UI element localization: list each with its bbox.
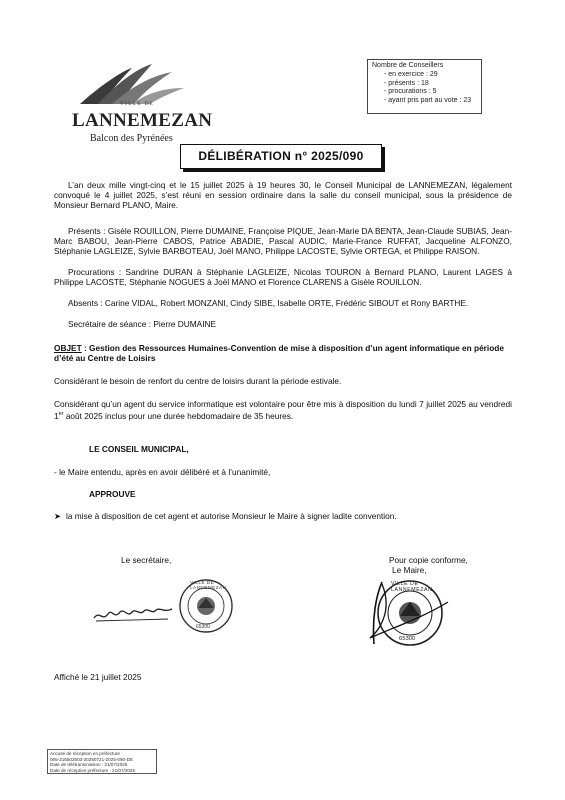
conseillers-count-box [367, 59, 482, 114]
considerant-1: Considérant le besoin de renfort du centre de loisirs durant la période estivale. [54, 376, 342, 386]
conseillers-procurations: - procurations : 5 [384, 88, 437, 96]
presents-paragraph: Présents : Gisèle ROUILLON, Pierre DUMAINE, Françoise PIQUE, Jean-Marie DA BENTA, Jean-Claude SUBIAS, Jean-Marc BABOU, Jean-Pierre CABOS, Patrice ABADIE, Pascal AUDIC, Marie-France RUFFAT, Jacqueline ALFONZO, Stéphanie LAGLEIZE, Sylvie BARBOTEAU, Joël MANO, Philippe LACOSTE, Sylvie ORTEGA, et Philippe RAISON. [54, 226, 512, 257]
secretaire-signature-label: Le secrétaire, [121, 555, 172, 565]
conseillers-title: Nombre de Conseillers [372, 62, 444, 69]
absents-paragraph: Absents : Carine VIDAL, Robert MONZANI, Cindy SIBE, Isabelle ORTE, Frédéric SIBOUT et Rony BARTHE. [68, 298, 469, 308]
conseillers-exercice: - en exercice : 29 [384, 70, 438, 78]
stamp-right-code: 65300 [399, 636, 416, 642]
affiche-date: Affiché le 21 juillet 2025 [54, 672, 142, 682]
secretaire-seance: Secrétaire de séance : Pierre DUMAINE [68, 319, 217, 329]
prefecture-receipt-box [47, 749, 157, 774]
maire-entendu: - le Maire entendu, après en avoir délibéré et à l’unanimité, [54, 467, 271, 477]
objet-paragraph [54, 343, 512, 363]
conseillers-presents: - présents : 18 [384, 79, 429, 87]
objet-text: : Gestion des Ressources Humaines-Convention de mise à disposition d’un agent informatique en période d’été au Centre de Loisirs [54, 343, 504, 364]
receipt-line-1: Accusé de réception en préfecture [50, 751, 120, 756]
maire-signature-label: Le Maire, [392, 565, 427, 575]
city-name: LANNEMEZAN [72, 110, 213, 131]
mountain-logo-icon [72, 58, 192, 108]
decision-text: la mise à disposition de cet agent et autorise Monsieur le Maire à signer ladite convention. [66, 511, 397, 521]
conseil-heading: LE CONSEIL MUNICIPAL, [89, 444, 189, 454]
ville-de-label: VILLE DE [120, 102, 155, 107]
stamp-left-text: VILLE DE LANNEMEZAN [190, 580, 227, 590]
receipt-line-4: Date de réception préfecture : 21/07/2025 [50, 767, 136, 773]
deliberation-title: DÉLIBÉRATION n° 2025/090 [180, 144, 382, 169]
receipt-line-2: 065-216502503-20250721-2025-090-DE [50, 756, 134, 762]
receipt-line-3: Date de télétransmission : 21/07/2025 [50, 762, 128, 768]
intro-paragraph: L’an deux mille vingt-cinq et le 15 juillet 2025 à 19 heures 30, le Conseil Municipal de LANNEMEZAN, légalement convoqué le 4 juillet 2025, s’est réuni en session ordinaire dans la salle du conseil municipal, sous la présidence de Monsieur Bernard PLANO, Maire. [54, 180, 512, 211]
objet-label: OBJET [54, 343, 82, 353]
arrow-bullet-icon: ➤ [54, 511, 61, 521]
city-tagline: Balcon des Pyrénées [90, 133, 173, 144]
maire-signature-icon [352, 578, 452, 648]
city-stamp-left [178, 578, 234, 634]
approuve-heading: APPROUVE [89, 489, 136, 499]
decision-item [54, 511, 512, 521]
stamp-right-text: VILLE DE LANNEMEZAN [391, 581, 433, 593]
procurations-paragraph: Procurations : Sandrine DURAN à Stéphanie LAGLEIZE, Nicolas TOURON à Bernard PLANO, Laurent LAGES à Philippe LACOSTE, Stéphanie NOGUES à Joël MANO et Florence CLARENS à Gisèle ROUILLON. [54, 267, 512, 288]
considerant-2: Considérant qu’un agent du service informatique est volontaire pour être mis à disposition du lundi 7 juillet 2025 au vendredi 1er août 2025 inclus pour une durée hebdomadaire de 35 heures. [54, 399, 512, 421]
secretaire-signature-icon [92, 598, 174, 624]
copie-conforme-label: Pour copie conforme, [389, 555, 468, 565]
stamp-left-code: 65300 [196, 624, 210, 630]
conseillers-votants: - ayant pris part au vote : 23 [384, 97, 472, 105]
